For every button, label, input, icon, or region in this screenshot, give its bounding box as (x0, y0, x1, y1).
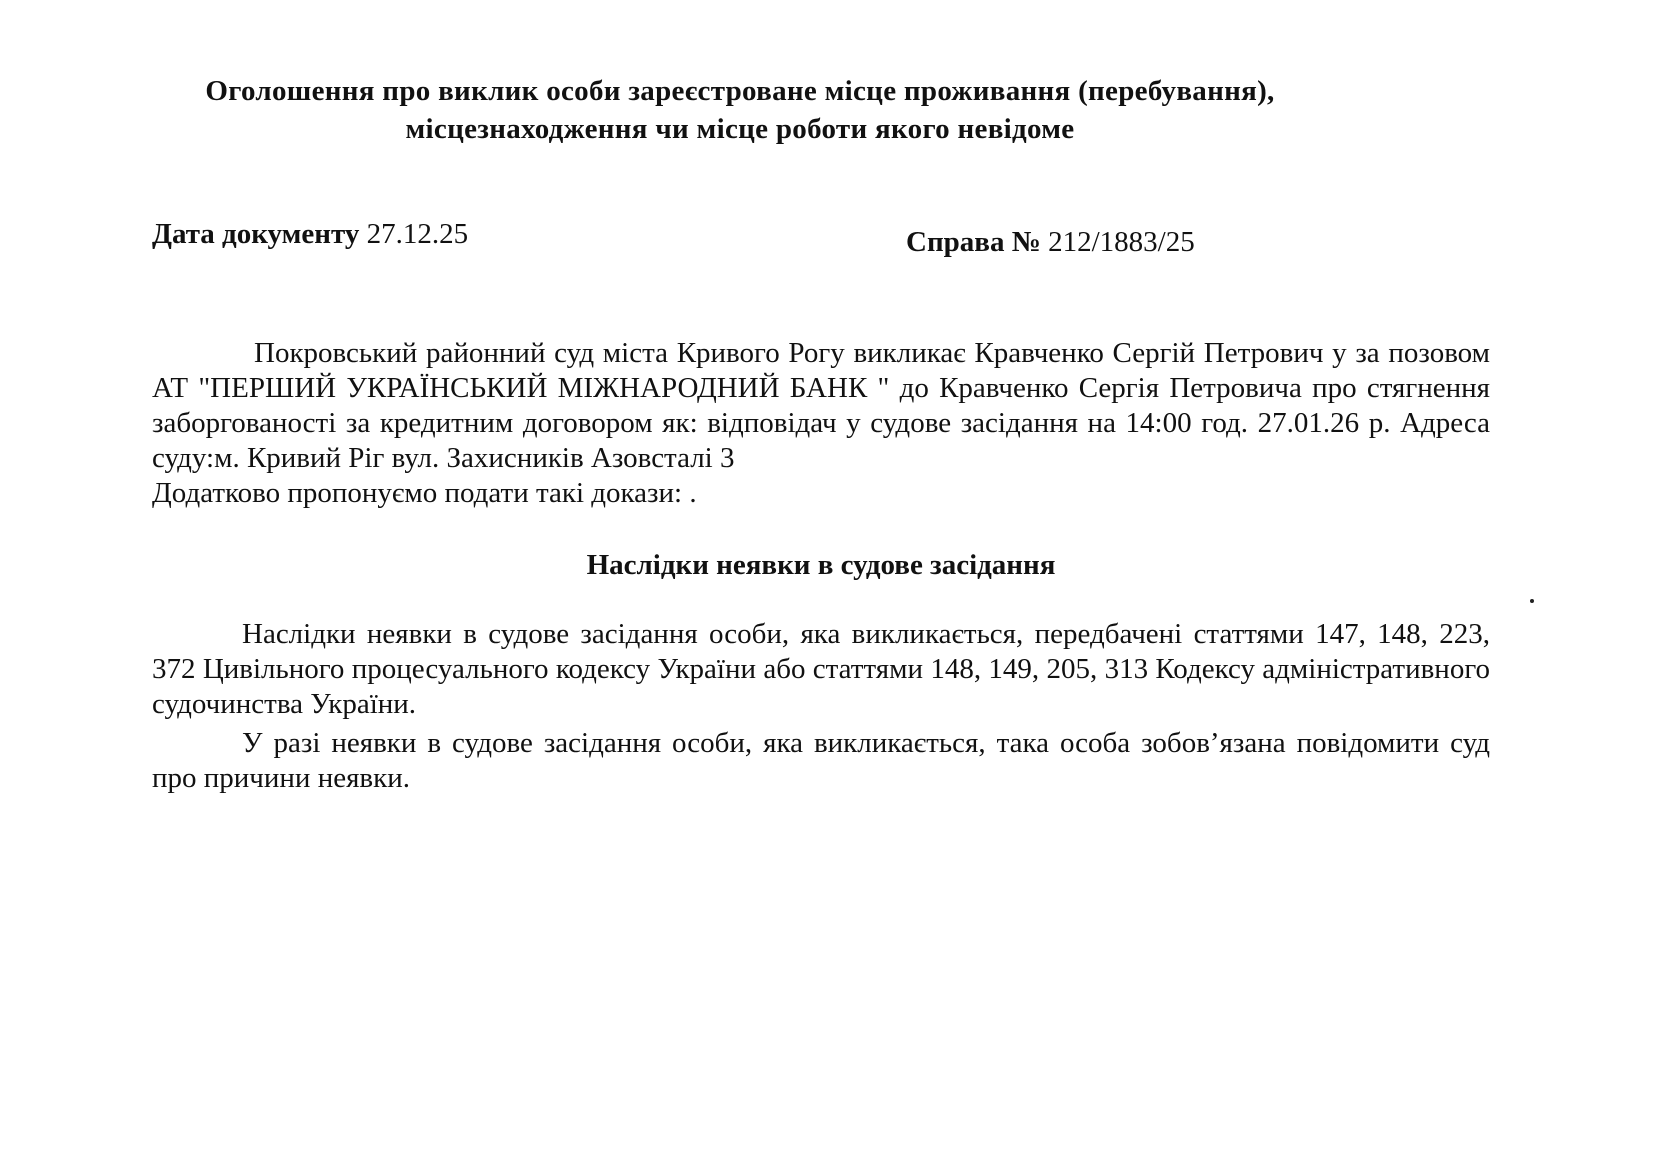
document-date (152, 218, 468, 251)
document-title (180, 72, 1300, 148)
case-value: 212/1883/25 (1048, 226, 1195, 258)
title-line-1: Оголошення про виклик особи зареєстроване місце проживання (перебування), (205, 75, 1275, 107)
scan-speck (1530, 599, 1534, 603)
title-line-2: місцезнаходження чи місце роботи якого невідоме (405, 113, 1075, 145)
date-label: Дата документу (152, 218, 360, 250)
consequences-paragraph: Наслідки неявки в судове засідання особи, яка викликається, передбачені статтями 147, 148, 223, 372 Цивільного процесуального кодексу України або статтями 148, 149, 205, 313 Кодексу адміністративного судочинства України. (152, 618, 1490, 720)
notification-paragraph: У разі неявки в судове засідання особи, яка викликається, така особа зобов’язана повідомити суд про причини неявки. (152, 727, 1490, 794)
case-label: Справа № (906, 226, 1041, 258)
section-heading: Наслідки неявки в судове засідання (586, 549, 1056, 581)
date-value: 27.12.25 (366, 218, 469, 250)
evidence-paragraph: Додатково пропонуємо подати такі докази: . (152, 477, 697, 509)
summons-paragraph: Покровський районний суд міста Кривого Рогу викликає Кравченко Сергій Петрович у за позовом АТ "ПЕРШИЙ УКРАЇНСЬКИЙ МІЖНАРОДНИЙ БАНК " до Кравченко Сергія Петровича про стягнення заборгованості за кредитним договором як: відповідач у судове засідання на 14:00 год. 27.01.26 р. Адреса суду:м. Кривий Ріг вул. Захисників Азовсталі 3 (152, 337, 1490, 474)
case-number (906, 226, 1195, 259)
